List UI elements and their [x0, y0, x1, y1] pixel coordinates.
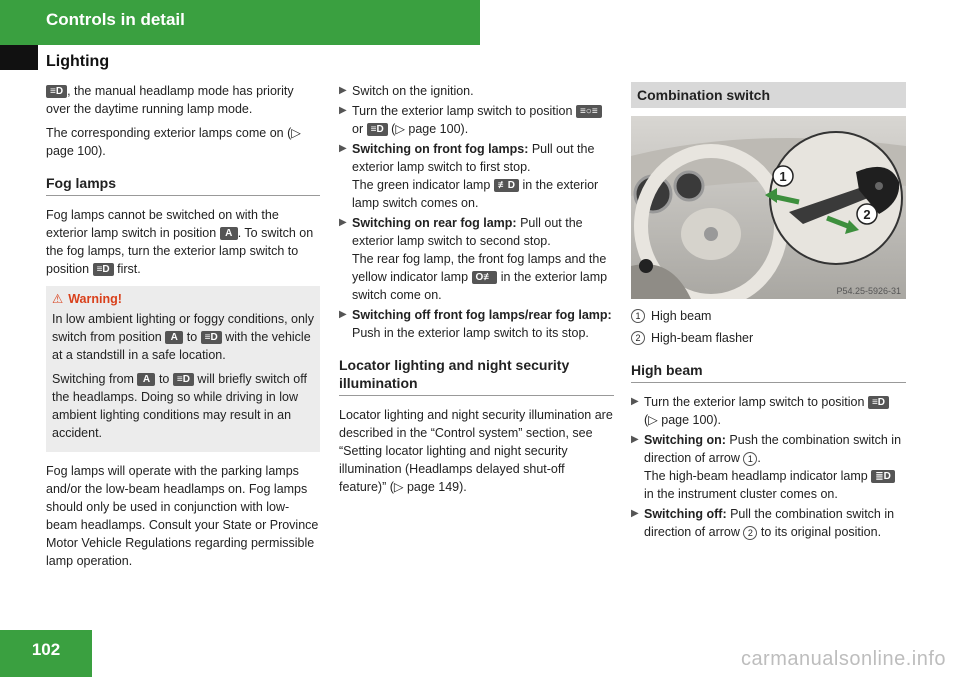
- chapter-header: [0, 0, 480, 45]
- step-turn-switch: [339, 102, 614, 138]
- warning-paragraph-1: [52, 310, 314, 364]
- paragraph-fog-operation: Fog lamps will operate with the parking lamps and/or the low-beam headlamps on. Fog lamps should only be used in conjunction with low-beam headlamps. Consult your State or Province Motor Vehicle Regulations regarding permissible lamp operation.: [46, 464, 319, 568]
- warning-triangle-icon: ⚠: [52, 292, 64, 306]
- heading-locator-lighting: Locator lighting and night security illumination: [339, 356, 614, 396]
- step-arrow-icon: ▶: [631, 434, 639, 445]
- lowbeam-symbol-icon: ≡D: [201, 331, 222, 344]
- text: with the vehicle at a standstill in a safe location.: [52, 330, 311, 362]
- text: Switching from: [52, 372, 134, 386]
- text: .: [757, 451, 761, 465]
- text: to: [158, 372, 170, 386]
- lowbeam-symbol-icon: ≡D: [868, 396, 889, 409]
- section-marker: [0, 45, 38, 70]
- paragraph-fog-switch: [46, 206, 320, 278]
- legend-item: [631, 329, 906, 347]
- text: (▷ page 100).: [391, 122, 469, 136]
- step-highbeam-on: [631, 431, 906, 503]
- legend-label: High beam: [651, 309, 712, 323]
- callout-2: 2: [863, 207, 871, 222]
- highbeam-symbol-icon: ≣D: [871, 470, 895, 483]
- step-label: Switching off front fog lamps/rear fog lamp:: [352, 308, 612, 322]
- text: Turn the exterior lamp switch to position: [352, 104, 573, 118]
- lowbeam-symbol-icon: ≡D: [367, 123, 388, 136]
- step-arrow-icon: ▶: [339, 85, 347, 96]
- text: Pull the combination switch in direction of arrow: [644, 507, 895, 539]
- step-arrow-icon: ▶: [339, 105, 347, 116]
- page-number: 102: [31, 640, 61, 659]
- heading-fog-lamps: Fog lamps: [46, 174, 320, 196]
- text: first.: [117, 262, 141, 276]
- text: will briefly switch off the headlamps. Doing so while driving in low ambient lighting conditions may result in an accident.: [52, 372, 307, 440]
- text: Push in the exterior lamp switch to its stop.: [352, 326, 589, 340]
- paragraph-lamps-on: The corresponding exterior lamps come on (▷ page 100).: [46, 126, 301, 158]
- auto-symbol-icon: A: [165, 331, 183, 344]
- photo-code: P54.25-5926-31: [836, 286, 901, 296]
- text: in the instrument cluster comes on.: [644, 487, 838, 501]
- page-number-box: [0, 630, 92, 677]
- legend-label: High-beam flasher: [651, 331, 754, 345]
- lowbeam-symbol-icon: ≡D: [46, 85, 67, 98]
- text: (▷ page 100).: [644, 413, 722, 427]
- step-arrow-icon: ▶: [631, 396, 639, 407]
- parking-symbol-icon: ≡○≡: [576, 105, 602, 118]
- step-label: Switching on rear fog lamp:: [352, 216, 517, 230]
- arrow-number-2: 2: [743, 526, 757, 540]
- column-right: [631, 82, 906, 543]
- text: The green indicator lamp: [352, 178, 491, 192]
- paragraph-text: , the manual headlamp mode has priority over the daytime running lamp mode.: [46, 84, 294, 116]
- legend-item: [631, 307, 906, 325]
- warning-title: [52, 290, 314, 308]
- callout-1: 1: [779, 169, 787, 184]
- warning-paragraph-2: [52, 370, 314, 442]
- auto-symbol-icon: A: [137, 373, 155, 386]
- step-label: Switching on front fog lamps:: [352, 142, 529, 156]
- text: to its original position.: [760, 525, 882, 539]
- watermark: carmanualsonline.info: [740, 648, 946, 670]
- arrow-number-1: 1: [743, 452, 757, 466]
- text: Pull out the exterior lamp switch to second stop.: [352, 216, 583, 248]
- paragraph-manual-mode: [46, 82, 320, 118]
- text: Pull out the exterior lamp switch to first stop.: [352, 142, 595, 174]
- rear-fog-symbol-icon: O≢: [472, 271, 498, 284]
- lowbeam-symbol-icon: ≡D: [173, 373, 194, 386]
- text: In low ambient lighting or foggy conditions, only switch from position: [52, 312, 314, 344]
- front-fog-symbol-icon: ≢D: [494, 179, 519, 192]
- step-highbeam-switch: [631, 393, 906, 429]
- heading-combination-switch: Combination switch: [631, 82, 906, 108]
- text: Fog lamps cannot be switched on with the exterior lamp switch in position: [46, 208, 279, 240]
- warning-box: [46, 286, 320, 452]
- warning-title-text: Warning!: [68, 292, 122, 306]
- column-middle: [339, 82, 614, 502]
- text: in the exterior lamp switch come on.: [352, 270, 608, 302]
- step-arrow-icon: ▶: [339, 309, 347, 320]
- chapter-title: Controls in detail: [46, 10, 185, 29]
- column-left: [46, 82, 320, 576]
- text: or: [352, 122, 364, 136]
- text: Push the combination switch in direction of arrow: [644, 433, 902, 465]
- step-rear-fog-on: [339, 214, 614, 304]
- step-arrow-icon: ▶: [339, 143, 347, 154]
- step-ignition: [339, 82, 614, 100]
- step-fog-off: [339, 306, 614, 342]
- text: in the exterior lamp switch comes on.: [352, 178, 599, 210]
- auto-symbol-icon: A: [220, 227, 238, 240]
- step-highbeam-off: [631, 505, 906, 541]
- text: The rear fog lamp, the front fog lamps and the yellow indicator lamp: [352, 252, 607, 284]
- text: . To switch on the fog lamps, turn the exterior lamp switch to position: [46, 226, 314, 276]
- text: to: [186, 330, 198, 344]
- heading-high-beam: High beam: [631, 361, 906, 383]
- combination-switch-photo: [631, 116, 906, 299]
- step-label: Switching on:: [644, 433, 726, 447]
- step-arrow-icon: ▶: [631, 508, 639, 519]
- step-front-fog-on: [339, 140, 614, 212]
- text: Switch on the ignition.: [352, 84, 474, 98]
- legend-number: 1: [631, 309, 645, 323]
- legend-number: 2: [631, 331, 645, 345]
- section-title: Lighting: [46, 53, 110, 70]
- text: The high-beam headlamp indicator lamp: [644, 469, 868, 483]
- step-arrow-icon: ▶: [339, 217, 347, 228]
- step-label: Switching off:: [644, 507, 727, 521]
- text: Turn the exterior lamp switch to position: [644, 395, 865, 409]
- combination-switch-illustration: [631, 116, 906, 299]
- lowbeam-symbol-icon: ≡D: [93, 263, 114, 276]
- paragraph-locator-lighting: Locator lighting and night security illumination are described in the “Control system” section, see “Setting locator lighting and night security illumination (Headlamps delayed shut-off feature)” (▷ page 149).: [339, 408, 613, 494]
